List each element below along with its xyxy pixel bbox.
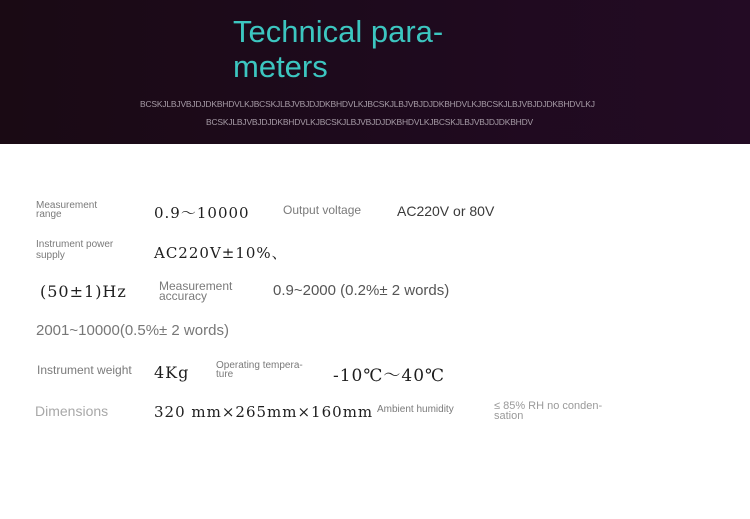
header-banner <box>0 0 750 144</box>
code-line-2: BCSKJLBJVBJDJDKBHDVLKJBCSKJLBJVBJDJDKBHDVLKJBCSKJLBJVBJDJDKBHDV <box>206 117 534 127</box>
page-title <box>233 14 533 84</box>
output-voltage-label: Output voltage <box>283 203 362 217</box>
measurement-range-label: Measurement range <box>36 200 98 220</box>
power-supply-label: Instrument power supply <box>36 239 114 261</box>
ambient-humidity-value: ≤ 85% RH no conden- sation <box>494 400 603 422</box>
dimensions-label: Dimensions <box>35 403 109 419</box>
instrument-weight-label: Instrument weight <box>37 363 132 377</box>
instrument-weight-value: 4Kg <box>154 363 190 382</box>
operating-temperature-label: Operating tempera- ture <box>216 360 303 380</box>
power-supply-frequency: (50±1)Hz <box>40 282 127 301</box>
measurement-accuracy-value: 0.9~2000 (0.2%± 2 words) <box>273 282 450 299</box>
title-line-2: meters <box>233 49 328 84</box>
measurement-range-value: 0.9～10000 <box>154 204 250 222</box>
operating-temperature-value: -10℃～40℃ <box>333 366 446 386</box>
dimensions-value: 320 mm×265mm×160mm <box>154 403 374 421</box>
title-line-1: Technical para- <box>233 14 444 49</box>
measurement-accuracy-label: Measurement accuracy <box>159 279 233 303</box>
accuracy-range-2-value: 2001~10000(0.5%± 2 words) <box>36 322 229 339</box>
power-supply-value: AC220V±10%、 <box>154 244 288 262</box>
ambient-humidity-label: Ambient humidity <box>377 404 454 415</box>
code-line-1: BCSKJLBJVBJDJDKBHDVLKJBCSKJLBJVBJDJDKBHDVLKJBCSKJLBJVBJDJDKBHDVLKJBCSKJLBJVBJDJDKBHDVLKJ <box>140 99 595 109</box>
output-voltage-value: AC220V or 80V <box>397 203 495 219</box>
